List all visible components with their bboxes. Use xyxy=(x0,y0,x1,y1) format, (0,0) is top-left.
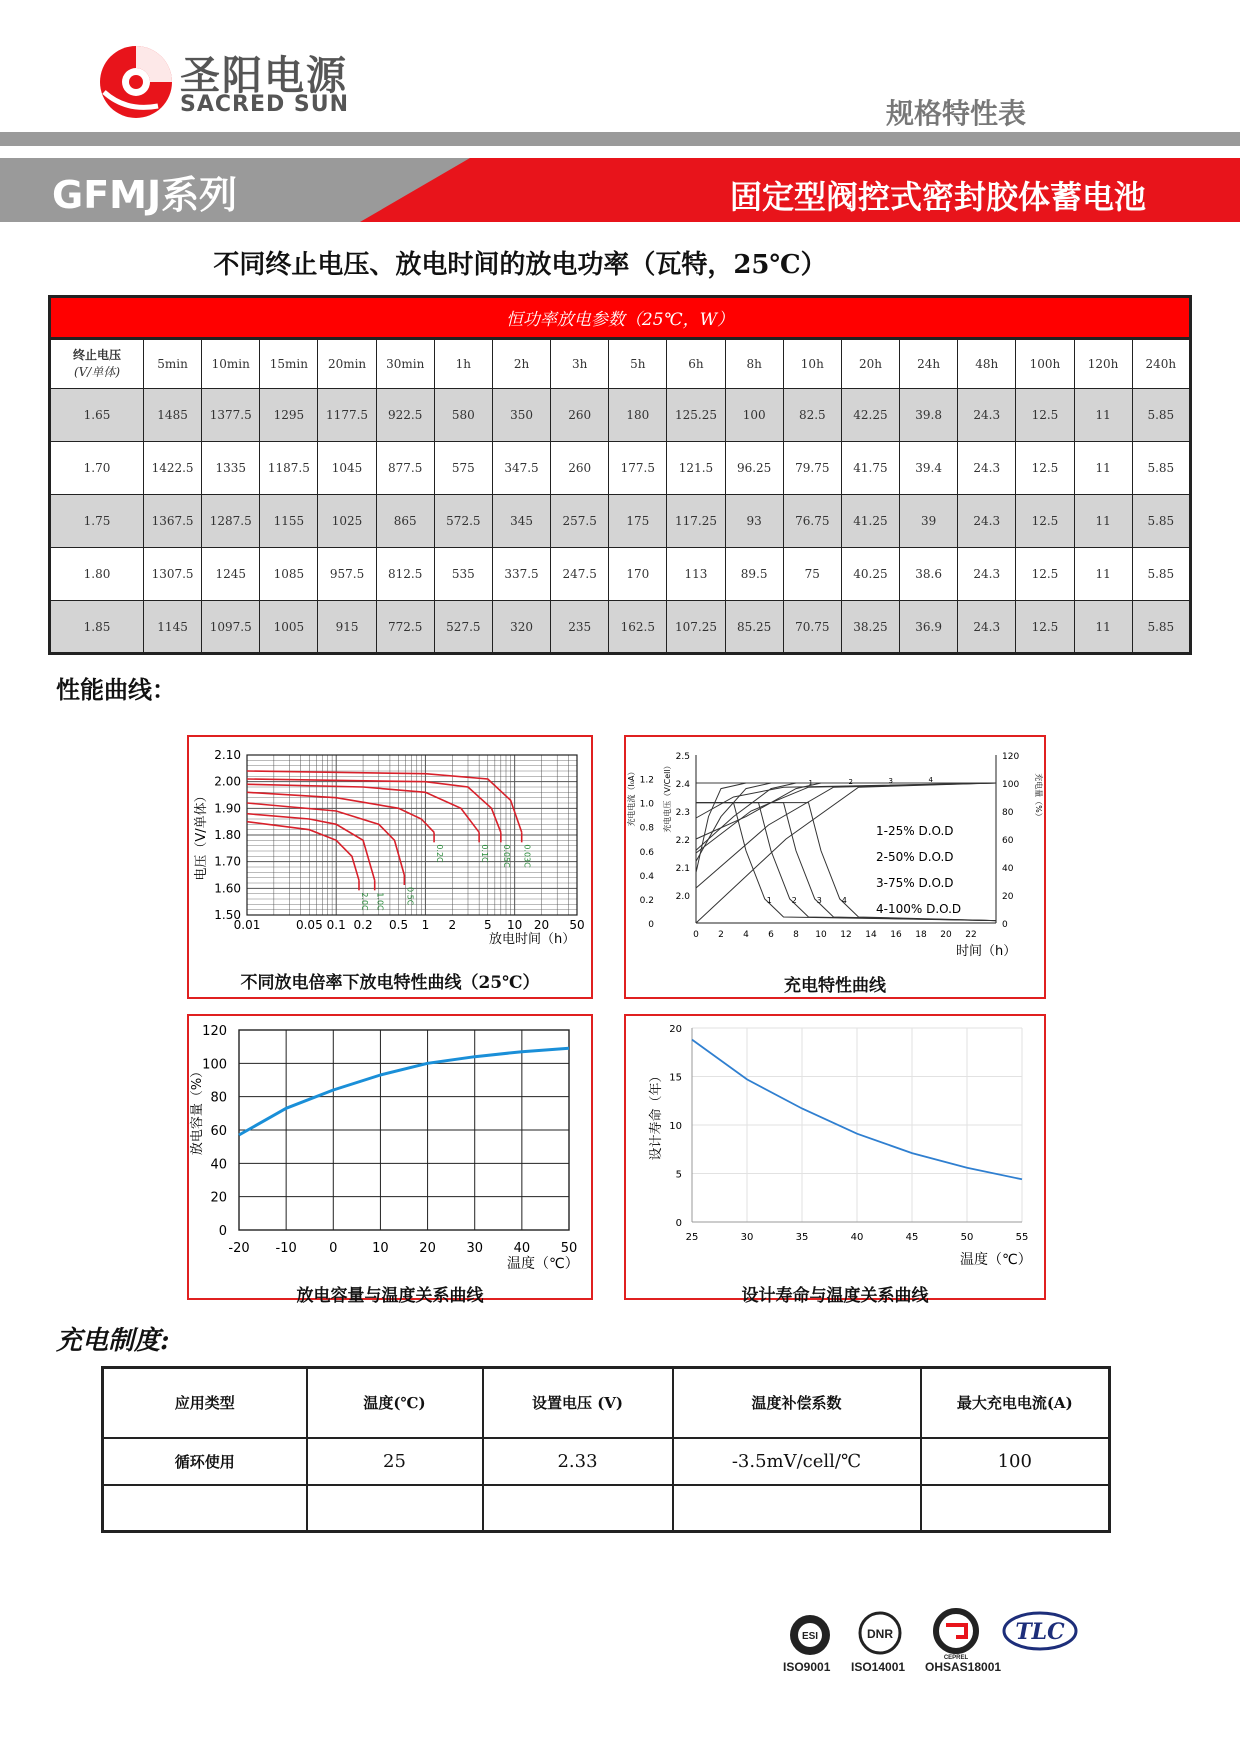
table-cell: 12.5 xyxy=(1016,442,1074,495)
table-cell: 535 xyxy=(434,548,492,601)
voltage-tick-label: 2.2 xyxy=(675,836,690,846)
x-tick-label: 30 xyxy=(466,1241,483,1256)
header-divider xyxy=(0,132,1240,146)
table-cell: 772.5 xyxy=(376,601,434,654)
column-header: 100h xyxy=(1016,339,1074,389)
x-axis-label: 放电时间（h） xyxy=(489,932,576,947)
table-cell: 1422.5 xyxy=(144,442,202,495)
table-cell: 1085 xyxy=(260,548,318,601)
row-voltage: 1.65 xyxy=(50,389,144,442)
charge-header-cell: 最大充电电流(A) xyxy=(921,1368,1110,1438)
row-voltage: 1.70 xyxy=(50,442,144,495)
table-cell: 345 xyxy=(492,495,550,548)
document-type: 规格特性表 xyxy=(886,97,1027,130)
x-tick-label: 40 xyxy=(513,1241,531,1256)
row-voltage: 1.75 xyxy=(50,495,144,548)
column-header: 20h xyxy=(841,339,899,389)
table-cell: 121.5 xyxy=(667,442,725,495)
column-header: 8h xyxy=(725,339,783,389)
table-cell: 39.4 xyxy=(900,442,958,495)
table-cell: 107.25 xyxy=(667,601,725,654)
curve-label: 3 xyxy=(816,895,822,905)
y-tick-label: 40 xyxy=(210,1157,227,1173)
row-voltage: 1.85 xyxy=(50,601,144,654)
table-cell: 350 xyxy=(492,389,550,442)
x-tick-label: 0 xyxy=(329,1241,338,1256)
charge-table-empty-row xyxy=(103,1485,1110,1532)
x-axis-label: 温度（℃） xyxy=(960,1252,1032,1268)
capacity-curve xyxy=(239,1048,569,1135)
curve-label: 2.0C xyxy=(359,892,369,911)
curve-label: 1 xyxy=(766,895,772,905)
y-tick-label: 2.00 xyxy=(214,774,241,789)
column-header: 3h xyxy=(551,339,609,389)
power-table-title: 不同终止电压、放电时间的放电功率（瓦特，25℃） xyxy=(213,250,827,280)
life-temp-chart-title: 设计寿命与温度关系曲线 xyxy=(741,1286,929,1306)
table-cell: 85.25 xyxy=(725,601,783,654)
ohsas18001-mark-icon xyxy=(936,1611,976,1661)
x-axis-label: 温度（℃） xyxy=(507,1256,579,1272)
capacity-curve xyxy=(696,783,996,818)
table-cell: 1005 xyxy=(260,601,318,654)
table-row xyxy=(50,442,1191,495)
curve-label: 3 xyxy=(888,776,893,785)
x-tick-label: 50 xyxy=(569,918,585,932)
current-tick-label: 1.2 xyxy=(639,775,654,786)
table-row xyxy=(50,495,1191,548)
x-tick-label: 6 xyxy=(768,930,774,940)
table-row xyxy=(50,601,1191,654)
column-header: 5min xyxy=(144,339,202,389)
y-axis-label: 电压（V/单体） xyxy=(194,789,209,881)
curve-label: 0.5C xyxy=(405,887,415,906)
table-cell: 11 xyxy=(1074,442,1132,495)
table-cell: 260 xyxy=(551,389,609,442)
table-cell: 1145 xyxy=(144,601,202,654)
table-cell: 877.5 xyxy=(376,442,434,495)
cert-mark-text: DNR xyxy=(867,1627,893,1641)
iso14001-mark-icon xyxy=(860,1613,900,1653)
brand-name-cn: 圣阳电源 xyxy=(180,53,348,99)
curve-label: 0.2C xyxy=(435,844,445,863)
table-cell: 235 xyxy=(551,601,609,654)
series-title: GFMJ系列 xyxy=(52,173,238,217)
table-cell: 11 xyxy=(1074,495,1132,548)
charge-cell: 25 xyxy=(307,1438,483,1485)
table-cell: 1187.5 xyxy=(260,442,318,495)
empty-cell xyxy=(307,1485,483,1532)
x-axis-label: 时间（h） xyxy=(956,944,1017,959)
table-cell: 865 xyxy=(376,495,434,548)
x-tick-label: 0.01 xyxy=(233,918,261,932)
x-tick-label: 10 xyxy=(372,1241,389,1256)
table-cell: 41.25 xyxy=(841,495,899,548)
table-cell: 575 xyxy=(434,442,492,495)
x-tick-label: 4 xyxy=(743,930,749,940)
column-header: 2h xyxy=(492,339,550,389)
column-header: 15min xyxy=(260,339,318,389)
table-cell: 1097.5 xyxy=(202,601,260,654)
table-cell: 1307.5 xyxy=(144,548,202,601)
voltage-curve xyxy=(696,783,821,839)
table-cell: 12.5 xyxy=(1016,389,1074,442)
x-tick-label: 20 xyxy=(940,930,952,940)
y-tick-label: 10 xyxy=(669,1121,682,1132)
x-tick-label: 1 xyxy=(421,918,430,932)
table-cell: 922.5 xyxy=(376,389,434,442)
table-cell: 24.3 xyxy=(958,495,1016,548)
y-tick-label: 1.50 xyxy=(214,908,241,922)
table-cell: 1367.5 xyxy=(144,495,202,548)
table-cell: 320 xyxy=(492,601,550,654)
x-tick-label: 16 xyxy=(890,930,902,940)
table-cell: 40.25 xyxy=(841,548,899,601)
charge-table-header xyxy=(103,1368,1110,1438)
capacity-tick-label: 60 xyxy=(1002,836,1014,846)
current-tick-label: 0.8 xyxy=(639,823,654,834)
column-header: 10h xyxy=(783,339,841,389)
charge-cell: 100 xyxy=(921,1438,1110,1485)
column-header: 24h xyxy=(900,339,958,389)
y-tick-label: 1.60 xyxy=(214,881,241,896)
x-tick-label: 50 xyxy=(560,1241,578,1256)
current-tick-label: 0.4 xyxy=(639,871,654,882)
cert-mark-text: CEPREL xyxy=(943,1655,969,1661)
curve-label: 1.0C xyxy=(375,892,385,911)
y-tick-label: 15 xyxy=(669,1072,682,1084)
charge-header-cell: 设置电压 (V) xyxy=(483,1368,673,1438)
legend-label: 2-50% D.O.D xyxy=(876,850,954,864)
voltage-tick-label: 2.0 xyxy=(675,892,690,902)
capacity-temp-chart-title: 放电容量与温度关系曲线 xyxy=(296,1286,484,1306)
x-tick-label: 0 xyxy=(693,930,699,940)
y-tick-label: 2.10 xyxy=(214,748,241,762)
legend-label: 1-25% D.O.D xyxy=(876,824,954,838)
table-cell: 1177.5 xyxy=(318,389,376,442)
table-cell: 1485 xyxy=(144,389,202,442)
x-tick-label: 14 xyxy=(865,930,877,940)
table-cell: 957.5 xyxy=(318,548,376,601)
empty-cell xyxy=(483,1485,673,1532)
x-tick-label: 20 xyxy=(419,1241,436,1256)
curve-label: 0.1C xyxy=(480,844,490,863)
table-cell: 11 xyxy=(1074,601,1132,654)
life-temp-chart xyxy=(624,1014,1046,1306)
y-tick-label: 1.70 xyxy=(214,854,241,869)
charge-title: 充电制度: xyxy=(56,1326,170,1356)
table-cell: 260 xyxy=(551,442,609,495)
table-cell: 915 xyxy=(318,601,376,654)
curve-label: 4 xyxy=(928,775,933,784)
voltage-tick-label: 2.3 xyxy=(675,808,690,818)
y-tick-label: 1.80 xyxy=(214,828,241,842)
cert-label-iso9001: ISO9001 xyxy=(783,1660,831,1674)
corner-sublabel: (V/单体) xyxy=(73,365,121,379)
curve-label: 2 xyxy=(791,895,797,905)
table-cell: 175 xyxy=(609,495,667,548)
curve-label: 1 xyxy=(808,779,813,788)
y-tick-label: 120 xyxy=(202,1024,227,1039)
table-cell: 177.5 xyxy=(609,442,667,495)
y-tick-label: 20 xyxy=(669,1024,682,1035)
table-row xyxy=(50,548,1191,601)
x-tick-label: 5 xyxy=(483,918,492,932)
x-tick-label: 0.2 xyxy=(353,918,373,932)
table-cell: 1377.5 xyxy=(202,389,260,442)
x-tick-label: 30 xyxy=(740,1232,754,1243)
y-tick-label: 1.90 xyxy=(214,801,241,816)
x-tick-label: 0.1 xyxy=(326,918,346,932)
charge-chart-svg xyxy=(626,737,1048,1001)
table-cell: 5.85 xyxy=(1132,442,1190,495)
x-tick-label: 25 xyxy=(685,1232,699,1243)
charge-header-cell: 应用类型 xyxy=(103,1368,307,1438)
table-cell: 39.8 xyxy=(900,389,958,442)
iso9001-mark-icon xyxy=(790,1615,830,1655)
table-row xyxy=(50,389,1191,442)
power-table-body xyxy=(50,339,1191,654)
column-header: 10min xyxy=(202,339,260,389)
table-cell: 1025 xyxy=(318,495,376,548)
curve-label: 2 xyxy=(848,778,853,787)
current-tick-label: 1.0 xyxy=(639,799,654,810)
table-cell: 75 xyxy=(783,548,841,601)
table-cell: 347.5 xyxy=(492,442,550,495)
table-cell: 24.3 xyxy=(958,548,1016,601)
y-axis-label: 放电容量（%） xyxy=(190,1064,205,1156)
table-cell: 5.85 xyxy=(1132,389,1190,442)
table-cell: 5.85 xyxy=(1132,495,1190,548)
capacity-tick-label: 40 xyxy=(1002,864,1014,874)
legend-label: 3-75% D.O.D xyxy=(876,876,954,890)
column-header: 30min xyxy=(376,339,434,389)
column-header: 48h xyxy=(958,339,1016,389)
table-cell: 1295 xyxy=(260,389,318,442)
column-header: 240h xyxy=(1132,339,1190,389)
table-cell: 12.5 xyxy=(1016,495,1074,548)
table-cell: 36.9 xyxy=(900,601,958,654)
table-cell: 11 xyxy=(1074,389,1132,442)
column-header: 6h xyxy=(667,339,725,389)
power-table-header-row xyxy=(50,339,1191,389)
power-table xyxy=(48,295,1192,655)
legend-label: 4-100% D.O.D xyxy=(876,902,962,916)
curve-label: 0.05C xyxy=(501,844,511,868)
y-tick-label: 0 xyxy=(218,1224,227,1239)
x-tick-label: 55 xyxy=(1015,1232,1029,1243)
table-cell: 337.5 xyxy=(492,548,550,601)
x-tick-label: 2 xyxy=(718,930,724,940)
capacity-tick-label: 80 xyxy=(1002,808,1014,818)
table-cell: 11 xyxy=(1074,548,1132,601)
discharge-chart xyxy=(187,735,593,999)
y3-axis-label: 充电量（%） xyxy=(1034,773,1043,821)
capacity-tick-label: 120 xyxy=(1002,752,1020,762)
table-cell: 41.75 xyxy=(841,442,899,495)
cert-mark-text: TLC xyxy=(1015,1619,1065,1645)
capacity-temp-chart xyxy=(187,1014,593,1306)
table-cell: 5.85 xyxy=(1132,548,1190,601)
table-cell: 170 xyxy=(609,548,667,601)
x-tick-label: 10 xyxy=(507,918,523,932)
y-axis-label: 设计寿命（年） xyxy=(649,1069,664,1161)
voltage-tick-label: 2.5 xyxy=(675,752,690,762)
x-tick-label: 0.5 xyxy=(389,918,409,932)
curve-label: 4 xyxy=(841,895,847,905)
life-temp-chart-svg xyxy=(626,1016,1048,1302)
column-header: 5h xyxy=(609,339,667,389)
x-tick-label: 10 xyxy=(815,930,827,940)
corner-label: 终止电压 xyxy=(72,348,121,363)
table-cell: 76.75 xyxy=(783,495,841,548)
column-header: 20min xyxy=(318,339,376,389)
charge-table-row xyxy=(103,1438,1110,1485)
current-tick-label: 0.2 xyxy=(639,895,654,906)
table-cell: 96.25 xyxy=(725,442,783,495)
table-cell: 257.5 xyxy=(551,495,609,548)
table-cell: 24.3 xyxy=(958,442,1016,495)
x-tick-label: 2 xyxy=(448,918,457,932)
y-tick-label: 20 xyxy=(210,1190,227,1206)
x-tick-label: 20 xyxy=(533,918,550,932)
brand-name-en: SACRED SUN xyxy=(180,92,350,117)
table-cell: 527.5 xyxy=(434,601,492,654)
table-cell: 38.25 xyxy=(841,601,899,654)
voltage-tick-label: 2.1 xyxy=(675,864,690,874)
table-cell: 39 xyxy=(900,495,958,548)
current-tick-label: 0.6 xyxy=(639,847,654,858)
column-header: 1h xyxy=(434,339,492,389)
table-cell: 24.3 xyxy=(958,601,1016,654)
table-cell: 125.25 xyxy=(667,389,725,442)
capacity-tick-label: 0 xyxy=(1002,920,1008,930)
charge-cell: 2.33 xyxy=(483,1438,673,1485)
charge-cell: -3.5mV/cell/℃ xyxy=(673,1438,921,1485)
table-cell: 1335 xyxy=(202,442,260,495)
x-tick-label: 22 xyxy=(965,930,977,940)
table-cell: 38.6 xyxy=(900,548,958,601)
table-cell: 572.5 xyxy=(434,495,492,548)
row-voltage: 1.80 xyxy=(50,548,144,601)
table-cell: 24.3 xyxy=(958,389,1016,442)
current-tick-label: 0 xyxy=(648,920,654,930)
cert-mark-text: ESI xyxy=(801,1631,819,1642)
x-tick-label: 50 xyxy=(960,1232,974,1243)
table-cell: 113 xyxy=(667,548,725,601)
discharge-chart-title: 不同放电倍率下放电特性曲线（25℃） xyxy=(240,973,540,993)
y-tick-label: 80 xyxy=(210,1090,227,1106)
capacity-tick-label: 100 xyxy=(1002,780,1020,790)
product-title: 固定型阀控式密封胶体蓄电池 xyxy=(730,178,1147,216)
table-cell: 580 xyxy=(434,389,492,442)
y1-axis-label: 充电电流（I₀A） xyxy=(627,767,636,827)
table-cell: 117.25 xyxy=(667,495,725,548)
certification-marks xyxy=(788,1605,1078,1695)
power-table-caption: 恒功率放电参数（25℃，W） xyxy=(50,297,1191,339)
tlc-mark-icon xyxy=(1004,1613,1076,1649)
table-cell: 1045 xyxy=(318,442,376,495)
table-cell: 1245 xyxy=(202,548,260,601)
empty-cell xyxy=(673,1485,921,1532)
charge-chart xyxy=(624,735,1046,999)
table-cell: 180 xyxy=(609,389,667,442)
power-table-corner xyxy=(50,339,144,389)
column-header: 120h xyxy=(1074,339,1132,389)
charge-header-cell: 温度补偿系数 xyxy=(673,1368,921,1438)
table-cell: 5.85 xyxy=(1132,601,1190,654)
empty-cell xyxy=(103,1485,307,1532)
table-cell: 82.5 xyxy=(783,389,841,442)
table-cell: 42.25 xyxy=(841,389,899,442)
cert-label-ohsas18001: OHSAS18001 xyxy=(925,1660,1002,1674)
empty-cell xyxy=(921,1485,1110,1532)
table-cell: 12.5 xyxy=(1016,601,1074,654)
x-tick-label: 18 xyxy=(915,930,927,940)
x-tick-label: 35 xyxy=(795,1232,809,1243)
y-tick-label: 100 xyxy=(202,1057,227,1073)
y2-axis-label: 充电电压（V/Cell） xyxy=(663,761,672,833)
charge-table xyxy=(101,1366,1111,1533)
x-tick-label: -10 xyxy=(275,1241,297,1256)
x-tick-label: 8 xyxy=(793,930,799,940)
table-cell: 100 xyxy=(725,389,783,442)
table-cell: 79.75 xyxy=(783,442,841,495)
table-cell: 1287.5 xyxy=(202,495,260,548)
charge-header-cell: 温度(℃) xyxy=(307,1368,483,1438)
cert-label-iso14001: ISO14001 xyxy=(851,1660,906,1674)
x-tick-label: 40 xyxy=(850,1232,864,1243)
voltage-tick-label: 2.4 xyxy=(675,780,690,790)
y-tick-label: 0 xyxy=(675,1218,682,1229)
x-tick-label: 12 xyxy=(840,930,852,940)
table-cell: 1155 xyxy=(260,495,318,548)
charge-chart-title: 充电特性曲线 xyxy=(784,976,886,996)
y-tick-label: 5 xyxy=(675,1169,682,1181)
y-tick-label: 60 xyxy=(210,1124,227,1139)
brand-logo-icon xyxy=(96,42,176,122)
capacity-tick-label: 20 xyxy=(1002,892,1014,902)
table-cell: 12.5 xyxy=(1016,548,1074,601)
table-cell: 93 xyxy=(725,495,783,548)
performance-title: 性能曲线： xyxy=(56,675,176,704)
curve-label: 0.03C xyxy=(522,844,532,868)
table-cell: 812.5 xyxy=(376,548,434,601)
capacity-temp-chart-svg xyxy=(189,1016,595,1302)
discharge-chart-svg xyxy=(189,737,595,1001)
table-cell: 162.5 xyxy=(609,601,667,654)
charge-cell: 循环使用 xyxy=(103,1438,307,1485)
table-cell: 70.75 xyxy=(783,601,841,654)
table-cell: 247.5 xyxy=(551,548,609,601)
x-tick-label: 45 xyxy=(905,1232,919,1243)
x-tick-label: -20 xyxy=(228,1241,250,1256)
table-cell: 89.5 xyxy=(725,548,783,601)
x-tick-label: 0.05 xyxy=(295,918,323,932)
